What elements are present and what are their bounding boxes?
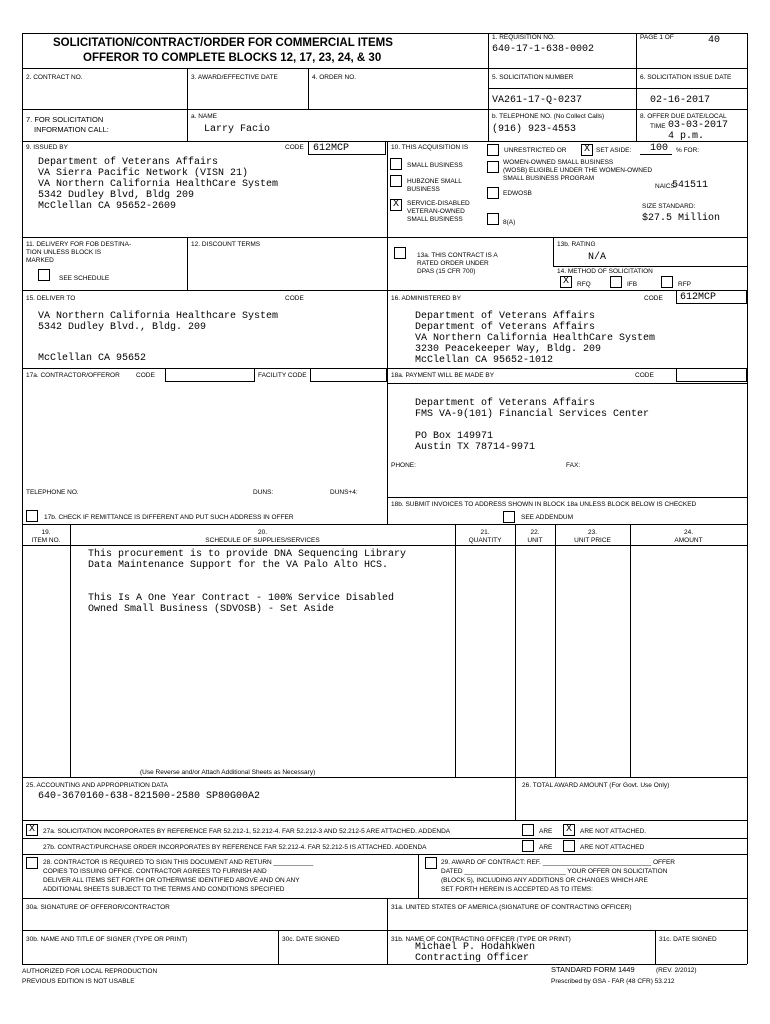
footer-reproduction: AUTHORIZED FOR LOCAL REPRODUCTION	[22, 968, 158, 975]
rfq-label: RFQ	[577, 281, 591, 288]
footer-form-name: STANDARD FORM 1449	[551, 965, 635, 974]
offer-due-time[interactable]: 4 p.m.	[668, 131, 705, 142]
sdvosb-checkbox[interactable]: X	[390, 199, 402, 211]
footer-prescribed: Prescribed by GSA - FAR (48 CFR) 53.212	[551, 978, 675, 985]
deliver-to-label: 15. DELIVER TO	[26, 295, 76, 302]
form-title: SOLICITATION/CONTRACT/ORDER FOR COMMERCIAL ITEMS	[53, 37, 393, 49]
wosb-label: WOMEN-OWNED SMALL BUSINESS (WOSB) ELIGIBLE UNDER THE WOMEN-OWNED SMALL BUSINESS PROGRAM	[503, 159, 653, 182]
telephone-label: TELEPHONE NO.	[26, 489, 79, 496]
percent-underline	[640, 154, 672, 155]
solicitation-info-label: 7. FOR SOLICITATION	[26, 115, 104, 124]
col-unit: 22. UNIT	[527, 529, 543, 544]
duns-label: DUNS:	[253, 489, 274, 496]
col-quantity: 21. QUANTITY	[468, 529, 502, 544]
29-checkbox[interactable]	[425, 857, 437, 869]
27b-are-checkbox[interactable]	[522, 840, 534, 852]
schedule-contract-type: This Is A One Year Contract - 100% Service Disabled Owned Small Business (SDVOSB) - Set Aside	[88, 593, 395, 615]
offer-due-date[interactable]: 03-03-2017	[668, 120, 729, 131]
ifb-label: IFB	[627, 281, 638, 288]
discount-terms-label: 12. DISCOUNT TERMS	[191, 241, 261, 248]
hubzone-checkbox[interactable]	[390, 175, 402, 187]
schedule-description: This procurement is to provide DNA Sequencing Library Data Maintenance Support for the VA Palo Alto HCS.	[88, 549, 407, 571]
eight-a-label: 8(A)	[503, 219, 516, 226]
contractor-label: 17a. CONTRACTOR/OFFEROR	[26, 372, 120, 379]
page-label: PAGE 1 OF	[640, 34, 674, 41]
see-schedule-checkbox[interactable]	[38, 269, 50, 281]
naics-label: NAICS:	[655, 183, 677, 190]
size-standard[interactable]: $27.5 Million	[642, 213, 721, 224]
see-addendum-label: SEE ADDENDUM	[521, 514, 574, 521]
deliver-to-address: VA Northern California Healthcare System 5342 Dudley Blvd., Bldg. 209	[38, 311, 279, 333]
contact-phone-label: b. TELEPHONE NO. (No Collect Calls)	[492, 113, 605, 120]
phone-label: PHONE:	[391, 462, 416, 469]
award-date-label: 3. AWARD/EFFECTIVE DATE	[191, 74, 278, 81]
naics-code[interactable]: 541511	[672, 180, 709, 191]
issued-by-address: Department of Veterans Affairs VA Sierra Pacific Network (VISN 21) VA Northern California HealthCare System 5342 Dudley Blvd, Bldg 209 McClellan CA 95652-2609	[38, 157, 279, 212]
27a-are-checkbox[interactable]	[522, 824, 534, 836]
ifb-checkbox[interactable]	[610, 276, 622, 288]
payment-by-label: 18a. PAYMENT WILL BE MADE BY	[391, 372, 495, 379]
eight-a-checkbox[interactable]	[487, 213, 499, 225]
set-aside-label: SET ASIDE:	[596, 147, 632, 154]
administered-by-label: 16. ADMINISTERED BY	[391, 295, 462, 302]
27a-label: 27a. SOLICITATION INCORPORATES BY REFERENCE FAR 52.212-1, 52.212-4. FAR 52.212-3 AND 52.212-5 ARE ATTACHED. ADDENDA	[43, 828, 451, 835]
requisition-label: 1. REQUISITION NO.	[492, 34, 555, 41]
col-amount: 24. AMOUNT	[674, 529, 703, 544]
30b-label: 30b. NAME AND TITLE OF SIGNER (TYPE OR PRINT)	[26, 936, 188, 943]
27a-are-not-label: ARE NOT ATTACHED.	[580, 828, 647, 835]
27b-label: 27b. CONTRACT/PURCHASE ORDER INCORPORATES BY REFERENCE FAR 52.212-4. FAR 52.212-5 IS ATTACHED. ADDENDA	[43, 844, 427, 851]
submit-invoices-label: 18b. SUBMIT INVOICES TO ADDRESS SHOWN IN BLOCK 18a UNLESS BLOCK BELOW IS CHECKED	[391, 501, 697, 508]
method-label: 14. METHOD OF SOLICITATION	[557, 268, 653, 275]
form-subtitle: OFFEROR TO COMPLETE BLOCKS 12, 17, 23, 24, & 30	[83, 52, 382, 64]
contact-phone[interactable]: (916) 923-4553	[492, 124, 577, 135]
see-addendum-checkbox[interactable]	[503, 511, 515, 523]
31a-label: 31a. UNITED STATES OF AMERICA (SIGNATURE OF CONTRACTING OFFICER)	[391, 904, 632, 911]
rated-order-label: 13a. THIS CONTRACT IS A RATED ORDER UNDER DPAS (15 CFR 700)	[417, 252, 498, 275]
contracting-officer-name: Michael P. Hodahkwen Contracting Officer	[415, 942, 536, 964]
sdvosb-label: SERVICE-DISABLED VETERAN-OWNED SMALL BUSINESS	[407, 200, 470, 223]
offer-due-label: 8. OFFER DUE DATE/LOCAL	[640, 113, 727, 120]
issue-date[interactable]: 02-16-2017	[650, 95, 711, 106]
29-text: 29. AWARD OF CONTRACT: REF. ______________________________ OFFER DATED ____________________________ YOUR OFFER ON SOLICITATION (BLOCK 5), INCLUDING ANY ADDITIONS OR CHANGES WHICH ARE SET FORTH HEREIN IS ACCEPTED AS TO ITEMS:	[441, 859, 676, 893]
31c-label: 31c. DATE SIGNED	[659, 936, 717, 943]
requisition-number[interactable]: 640-17-1-638-0002	[492, 44, 595, 55]
col-unit-price: 23. UNIT PRICE	[574, 529, 611, 544]
solicitation-number-label: 5. SOLICITATION NUMBER	[492, 74, 574, 81]
small-business-label: SMALL BUSINESS	[407, 162, 463, 169]
edwosb-label: EDWOSB	[503, 190, 532, 197]
administered-by-code-label: CODE	[644, 295, 663, 302]
set-aside-percent[interactable]: 100	[650, 143, 669, 154]
set-aside-checkbox[interactable]: X	[581, 144, 593, 156]
accounting-label: 25. ACCOUNTING AND APPROPRIATION DATA	[26, 782, 168, 789]
delivery-fob-label: 11. DELIVERY FOR FOB DESTINA- TION UNLESS BLOCK IS MARKED	[26, 241, 132, 264]
small-business-checkbox[interactable]	[390, 158, 402, 170]
28-text: 28. CONTRACTOR IS REQUIRED TO SIGN THIS DOCUMENT AND RETURN ___________ COPIES TO ISSUING OFFICE. CONTRACTOR AGREES TO FURNISH AND DELIVER ALL ITEMS SET FORTH OR OTHERWISE IDENTIFIED ABOVE AND ON ANY ADDITIONAL SHEETS SUBJECT TO THE TERMS AND CONDITIONS SPECIFIED	[43, 859, 314, 893]
30c-label: 30c. DATE SIGNED	[282, 936, 340, 943]
27b-are-label: ARE	[539, 844, 553, 851]
27a-are-label: ARE	[539, 828, 553, 835]
rated-order-checkbox[interactable]	[394, 247, 406, 259]
facility-code-label: FACILITY CODE	[258, 372, 307, 379]
27b-are-not-checkbox[interactable]	[563, 840, 575, 852]
30a-label: 30a. SIGNATURE OF OFFEROR/CONTRACTOR	[26, 904, 170, 911]
payment-address: Department of Veterans Affairs FMS VA-9(101) Financial Services Center PO Box 149971 Austin TX 78714-9971	[415, 398, 650, 453]
size-standard-label: SIZE STANDARD:	[642, 203, 696, 210]
rfp-checkbox[interactable]	[661, 276, 673, 288]
total-award-label: 26. TOTAL AWARD AMOUNT (For Govt. Use Only)	[522, 782, 670, 789]
27b-are-not-label: ARE NOT ATTACHED	[580, 844, 645, 851]
fax-label: FAX:	[566, 462, 581, 469]
deliver-to-city: McClellan CA 95652	[38, 353, 147, 364]
edwosb-checkbox[interactable]	[487, 187, 499, 199]
rating-value[interactable]: N/A	[588, 252, 607, 263]
duns4-label: DUNS+4:	[330, 489, 358, 496]
wosb-checkbox[interactable]	[487, 161, 499, 173]
31b-label: 31b. NAME OF CONTRACTING OFFICER (TYPE OR PRINT)	[391, 936, 571, 943]
rfq-checkbox[interactable]: X	[560, 276, 572, 288]
payment-code-label: CODE	[635, 372, 654, 379]
issued-by-label: 9. ISSUED BY	[26, 144, 68, 151]
contact-name-label: a. NAME	[191, 113, 218, 120]
contact-name[interactable]: Larry Facio	[204, 124, 271, 135]
deliver-to-code-label: CODE	[285, 295, 304, 302]
see-schedule-label: SEE SCHEDULE	[59, 275, 110, 282]
contractor-code-label: CODE	[136, 372, 155, 379]
footer-previous-edition: PREVIOUS EDITION IS NOT USABLE	[22, 978, 135, 985]
schedule-note: (Use Reverse and/or Attach Additional Sheets as Necessary)	[140, 769, 316, 776]
percent-for-label: % FOR:	[676, 147, 700, 154]
solicitation-number[interactable]: VA261-17-Q-0237	[492, 95, 583, 106]
col-item-no: 19. ITEM NO.	[31, 529, 61, 544]
hubzone-label: HUBZONE SMALL BUSINESS	[407, 178, 462, 193]
footer-revision: (REV. 2/2012)	[656, 967, 697, 974]
rating-label: 13b. RATING	[557, 241, 596, 248]
remittance-checkbox[interactable]	[26, 510, 38, 522]
contract-no-label: 2. CONTRACT NO.	[26, 74, 83, 81]
order-no-label: 4. ORDER NO.	[312, 74, 357, 81]
unrestricted-checkbox[interactable]	[487, 144, 499, 156]
issue-date-label: 6. SOLICITATION ISSUE DATE	[640, 74, 732, 81]
27a-checkbox[interactable]: X	[26, 824, 38, 836]
administered-by-address: Department of Veterans Affairs Department of Veterans Affairs VA Northern California HealthCare System 3230 Peacekeeper Way, Bldg. 209 McClellan CA 95652-1012	[415, 311, 656, 366]
offer-due-time-label: TIME	[650, 123, 666, 130]
administered-by-code[interactable]: 612MCP	[680, 292, 717, 303]
accounting-data[interactable]: 640-3670160-638-821500-2580 SP80G00A2	[38, 791, 261, 802]
acquisition-label: 10. THIS ACQUISITION IS	[391, 144, 469, 151]
issued-by-code[interactable]: 612MCP	[313, 143, 350, 154]
col-schedule: 20. SCHEDULE OF SUPPLIES/SERVICES	[205, 529, 320, 544]
27a-are-not-checkbox[interactable]: X	[563, 824, 575, 836]
remittance-label: 17b. CHECK IF REMITTANCE IS DIFFERENT AND PUT SUCH ADDRESS IN OFFER	[44, 514, 294, 521]
issued-by-code-label: CODE	[285, 144, 304, 151]
solicitation-info-label-2: INFORMATION CALL:	[34, 125, 109, 134]
rfp-label: RFP	[678, 281, 691, 288]
28-checkbox[interactable]	[26, 857, 38, 869]
page-total: 40	[708, 35, 721, 46]
unrestricted-label: UNRESTRICTED OR	[504, 147, 567, 154]
